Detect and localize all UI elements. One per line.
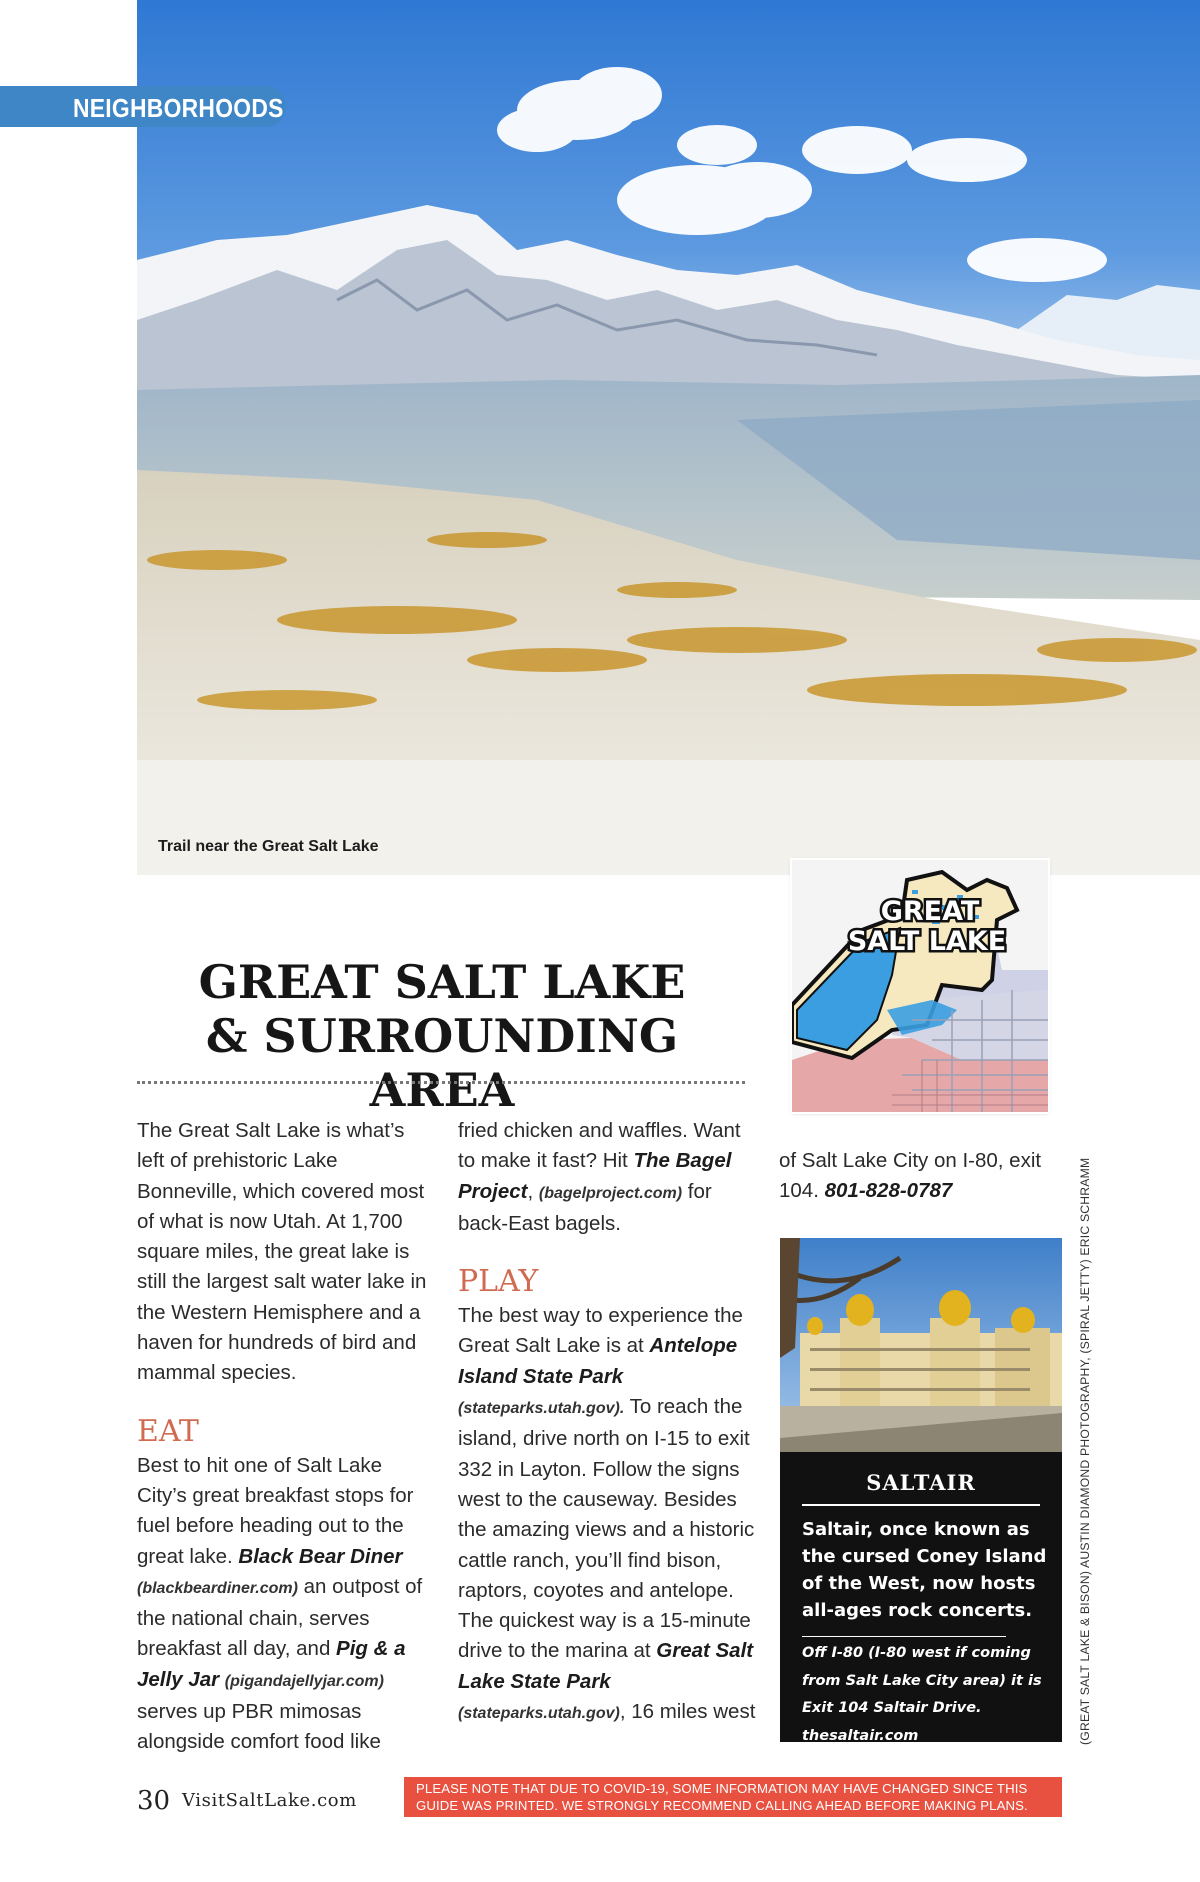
bagel-project: The Bagel Project [458, 1149, 732, 1203]
eat-paragraph-continued: fried chicken and waffles. Want to make it fast? Hit The Bagel Project, (bagelproject.com) for back-East bagels. [458, 1119, 741, 1235]
play-heading: PLAY [458, 1264, 539, 1300]
section-tab [0, 86, 286, 127]
pig-jelly-jar: Pig & a Jelly Jar [137, 1637, 406, 1691]
area-map [792, 860, 1048, 1112]
hero-photo [137, 0, 1200, 875]
column-3-text: of Salt Lake City on I-80, exit 104. 801-828-0787 [779, 1149, 1042, 1203]
bagel-project-url: (bagelproject.com) [538, 1184, 683, 1202]
state-park-url: (stateparks.utah.gov) [458, 1705, 620, 1723]
article-title [137, 955, 747, 1117]
hero-caption: Trail near the Great Salt Lake [158, 838, 379, 855]
phone-number: 801-828-0787 [824, 1179, 953, 1203]
title-line-1: GREAT SALT LAKE [198, 955, 686, 1009]
black-bear-diner: Black Bear Diner [238, 1544, 403, 1568]
section-tab-label: NEIGHBORHOODS [73, 93, 284, 123]
play-paragraph: The best way to experience the Great Salt Lake is at Antelope Island State Park (stateparks.utah.gov). To reach the island, drive north on I-15 to exit 332 in Layton. Follow the signs west to the causeway. Besides the amazing views and a historic cattle ranch, you’ll find bison, raptors, coyotes and antelope. The quickest way is a 15-minute drive to the marina at Great Salt Lake State Park (stateparks.utah.gov), 16 miles west [458, 1304, 756, 1724]
saltair-photo [780, 1238, 1062, 1452]
saltair-sidebar [780, 1452, 1062, 1742]
notice-line-2: GUIDE WAS PRINTED. WE STRONGLY RECOMMEND CALLING AHEAD BEFORE MAKING PLANS. [416, 1798, 1028, 1813]
page-number: 30 [137, 1786, 171, 1816]
map-label-line1: GREAT [880, 896, 980, 927]
saltair-rule [802, 1504, 1040, 1506]
title-divider [137, 1081, 745, 1084]
saltair-url[interactable]: thesaltair.com [802, 1727, 919, 1744]
antelope-island: Antelope Island State Park [458, 1334, 738, 1388]
photo-credit: (GREAT SALT LAKE & BISON) AUSTIN DIAMOND PHOTOGRAPHY, (SPIRAL JETTY) ERIC SCHRAMM [1078, 1157, 1092, 1745]
saltair-rule-2 [802, 1636, 1006, 1637]
title-line-2: & SURROUNDING AREA [205, 1009, 679, 1117]
eat-heading: EAT [137, 1413, 199, 1449]
antelope-island-url: (stateparks.utah.gov). [458, 1400, 625, 1418]
saltair-description: Saltair, once known as the cursed Coney Island of the West, now hosts all-ages rock concerts. [802, 1519, 1047, 1621]
great-salt-lake-state-park: Great Salt Lake State Park [458, 1639, 754, 1693]
saltair-title: SALTAIR [866, 1470, 976, 1495]
eat-paragraph: Best to hit one of Salt Lake City’s great breakfast stops for fuel before heading out to the great lake. Black Bear Diner (blackbeardiner.com) an outpost of the national chain, serves breakfast all day, and Pig & a Jelly Jar (pigandajellyjar.com) serves up PBR mimosas alongside comfort food like [137, 1453, 423, 1754]
covid-notice [404, 1777, 1062, 1817]
notice-line-1: PLEASE NOTE THAT DUE TO COVID-19, SOME INFORMATION MAY HAVE CHANGED SINCE THIS [416, 1781, 1028, 1796]
pig-jelly-url: (pigandajellyjar.com) [224, 1672, 384, 1690]
map-label-line2: SALT LAKE [847, 926, 1007, 957]
column-1 [137, 1116, 437, 1758]
column-2-text [458, 1116, 758, 1729]
intro-paragraph: The Great Salt Lake is what’s left of prehistoric Lake Bonneville, which covered most of what is now Utah. At 1,700 square miles, the great lake is still the largest salt water lake in the Western Hemisphere and a haven for hundreds of bird and mammal species. [137, 1119, 427, 1385]
black-bear-url: (blackbeardiner.com) [137, 1579, 298, 1597]
site-url[interactable]: VisitSaltLake.com [182, 1790, 357, 1811]
saltair-directions: Off I-80 (I-80 west if coming from Salt Lake City area) it is Exit 104 Saltair Drive. thesaltair.com [802, 1645, 1042, 1744]
